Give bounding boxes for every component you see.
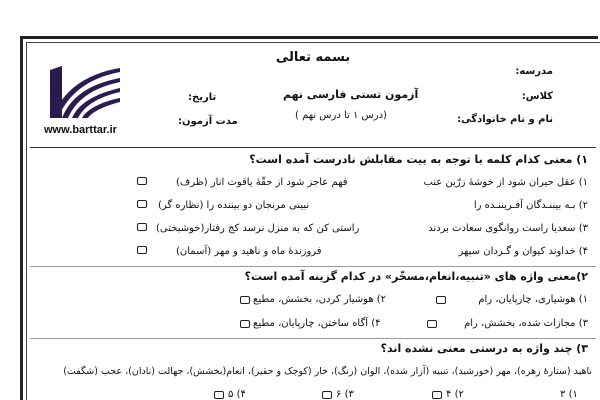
option-number: ۲) — [578, 200, 588, 211]
q1-option-2-checkbox[interactable] — [137, 200, 147, 208]
school-label: مدرسه: — [515, 66, 553, 77]
q2-option-1-checkbox[interactable] — [436, 296, 446, 304]
exam-range: (درس ۱ تا درس نهم ) — [295, 110, 387, 121]
q3-option-2-checkbox[interactable] — [432, 391, 442, 399]
q1-option-1-verse: فهم عاجز شود از حقّهٔ یاقوت انار (ظرف) — [176, 177, 348, 188]
option-number: ۴) — [236, 389, 246, 400]
q1-option-2 — [474, 200, 588, 211]
q1-option-4-verse: فروزندهٔ ماه و ناهید و مهر (آسمان) — [176, 246, 322, 257]
option-text: سعدیا راست روانگوی سعادت بردند — [428, 223, 576, 234]
option-number: ۳) — [578, 318, 588, 329]
option-number: ۱) — [578, 294, 588, 305]
duration-label: مدت آزمون: — [178, 116, 238, 127]
question-3-body: ناهید (ستارهٔ زهره)، مهر (خورشید)، تنبیه (آزار شده)، الوان (رنگ)، خار (کوچک و حقیر)، انعام(بخشش)، جهالت (نادان)، عجب (شگفت) — [63, 366, 592, 377]
q1-option-4 — [459, 246, 588, 257]
q3-option-2 — [446, 389, 464, 400]
q3-option-3 — [336, 389, 354, 400]
option-number: ۳) — [344, 389, 354, 400]
q2-option-4-checkbox[interactable] — [240, 320, 250, 328]
q3-option-1 — [560, 389, 578, 400]
q2-option-3-checkbox[interactable] — [427, 320, 437, 328]
option-text: هوشیار کردن، بخشش، مطیع — [253, 294, 374, 305]
q3-option-4 — [228, 389, 246, 400]
option-text: ۳ — [560, 389, 566, 400]
date-label: تاریخ: — [188, 92, 217, 103]
option-number: ۱) — [568, 389, 578, 400]
q1-option-1-checkbox[interactable] — [137, 177, 147, 185]
option-number: ۳) — [578, 223, 588, 234]
q1-option-1 — [423, 177, 588, 188]
option-text: ۶ — [336, 389, 342, 400]
q1-option-2-verse: نبینی مرنجان دو بیننده را (نظاره گر) — [158, 200, 310, 211]
page-title: بسمه تعالی — [275, 50, 351, 65]
q1-option-4-checkbox[interactable] — [137, 246, 147, 254]
barttar-logo-icon — [48, 62, 122, 120]
option-text: بـه بیننـدگان آفـریننـده را — [473, 200, 576, 211]
option-number: ۲) — [454, 389, 464, 400]
q3-option-3-checkbox[interactable] — [322, 391, 332, 399]
option-number: ۴) — [371, 318, 381, 329]
question-1-title: ۱) معنی کدام کلمه با توجه به بیت مقابلش نادرست آمده است؟ — [249, 153, 588, 166]
q1-option-3-verse: راستی کن که به منزل نرسد کج رفتار(خوشبختی) — [156, 223, 360, 234]
option-text: ۴ — [446, 389, 452, 400]
option-text: ۵ — [228, 389, 234, 400]
option-number: ۲) — [376, 294, 387, 305]
option-number: ۱) — [578, 177, 588, 188]
logo-url: www.barttar.ir — [44, 124, 117, 136]
option-text: هوشیاری، چارپایان، رام — [478, 294, 576, 305]
question-3-title: ۳) چند واژه به درستی معنی نشده اند؟ — [380, 342, 588, 355]
q2-option-2-checkbox[interactable] — [240, 296, 250, 304]
divider — [30, 266, 596, 267]
q1-option-3 — [428, 223, 588, 234]
class-label: کلاس: — [521, 91, 553, 102]
q3-option-4-checkbox[interactable] — [214, 391, 224, 399]
q2-option-1 — [478, 294, 588, 305]
student-name-label: نام و نام خانوادگی: — [457, 114, 553, 125]
q2-option-2 — [253, 294, 386, 305]
option-number: ۴) — [578, 246, 588, 257]
q2-option-3 — [464, 318, 588, 329]
q2-option-4 — [253, 318, 380, 329]
option-text: عقل حیران شود از خوشهٔ زرّین عنب — [423, 177, 576, 188]
option-text: خداوند کیوان و گـردان سپهر — [458, 246, 576, 257]
divider — [30, 338, 596, 339]
exam-title: آزمون تستی فارسی نهم — [283, 88, 419, 101]
option-text: مجازات شده، بخشش، رام — [464, 318, 576, 329]
q1-option-3-checkbox[interactable] — [137, 223, 147, 231]
question-2-title: ۲)معنی واژه های «تنبیه،انعام،مسخّر» در کدام گزینه آمده است؟ — [244, 270, 588, 283]
option-text: آگاه ساختن، چارپایان، مطیع — [253, 318, 369, 329]
